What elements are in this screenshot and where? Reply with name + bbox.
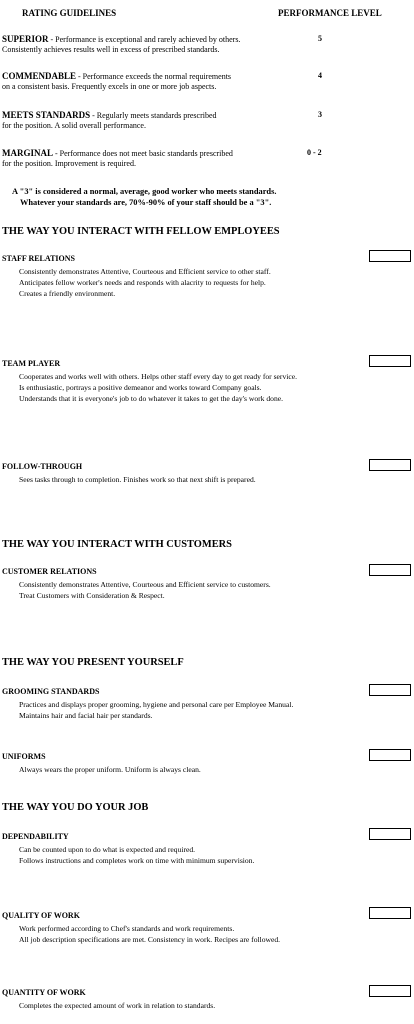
rating-superior	[2, 34, 240, 55]
rating-input-box[interactable]	[369, 250, 411, 262]
criterion-description: Sees tasks through to completion. Finishes work so that next shift is prepared.	[19, 475, 256, 484]
rating-input-box[interactable]	[369, 355, 411, 367]
section-heading: THE WAY YOU INTERACT WITH FELLOW EMPLOYEES	[2, 226, 280, 237]
rating-input-box[interactable]	[369, 564, 411, 576]
criterion-title: UNIFORMS	[2, 752, 46, 761]
rating-desc: - Performance does not meet basic standards prescribed	[53, 149, 233, 158]
rating-guidelines-heading: RATING GUIDELINES	[22, 8, 117, 18]
criterion-description: Cooperates and works well with others. Helps other staff every day to get ready for service. Is enthusiastic, portrays a positive demeanor and works toward Company goals. Understands that it is everyone's job to do whatever it takes to get the day's work done.	[19, 372, 297, 403]
performance-level-heading: PERFORMANCE LEVEL	[278, 8, 382, 18]
criterion-title: CUSTOMER RELATIONS	[2, 567, 97, 576]
rating-desc-2: Consistently achieves results well in excess of prescribed standards.	[2, 45, 220, 54]
rating-term: MARGINAL	[2, 148, 53, 158]
rating-term: SUPERIOR	[2, 34, 49, 44]
note-line-2: Whatever your standards are, 70%-90% of your staff should be a "3".	[20, 198, 272, 207]
rating-level: 0 - 2	[307, 148, 322, 157]
criterion-description: Work performed according to Chef's standards and work requirements. All job description specifications are met. Consistency in work. Recipes are followed.	[19, 924, 281, 944]
rating-term: MEETS STANDARDS	[2, 110, 91, 120]
rating-meets-standards	[2, 110, 217, 131]
rating-input-box[interactable]	[369, 684, 411, 696]
criterion-description: Always wears the proper uniform. Uniform is always clean.	[19, 765, 201, 774]
rating-level: 5	[318, 34, 322, 43]
rating-desc: - Performance exceeds the normal requirements	[76, 72, 232, 81]
criterion-title: TEAM PLAYER	[2, 359, 61, 368]
rating-input-box[interactable]	[369, 985, 411, 997]
rating-note	[12, 186, 276, 208]
rating-commendable	[2, 71, 231, 92]
criterion-description: Completes the expected amount of work in relation to standards.	[19, 1001, 216, 1010]
rating-desc-2: for the position. A solid overall performance.	[2, 121, 146, 130]
criterion-description: Consistently demonstrates Attentive, Courteous and Efficient service to customers. Treat Customers with Consideration & Respect.	[19, 580, 271, 600]
rating-term: COMMENDABLE	[2, 71, 76, 81]
criterion-description: Consistently demonstrates Attentive, Courteous and Efficient service to other staff. Anticipates fellow worker's needs and responds with alacrity to requests for help. Creates a friendly environment.	[19, 267, 271, 298]
rating-input-box[interactable]	[369, 828, 411, 840]
rating-desc-2: on a consistent basis. Frequently excels in one or more job aspects.	[2, 82, 217, 91]
rating-input-box[interactable]	[369, 459, 411, 471]
rating-desc-2: for the position. Improvement is required.	[2, 159, 136, 168]
rating-level: 4	[318, 71, 322, 80]
criterion-title: QUANTITY OF WORK	[2, 988, 86, 997]
rating-input-box[interactable]	[369, 907, 411, 919]
criterion-title: STAFF RELATIONS	[2, 254, 75, 263]
rating-marginal	[2, 148, 233, 169]
rating-desc: - Regularly meets standards prescribed	[90, 111, 217, 120]
criterion-title: DEPENDABILITY	[2, 832, 69, 841]
criterion-title: QUALITY OF WORK	[2, 911, 80, 920]
section-heading: THE WAY YOU INTERACT WITH CUSTOMERS	[2, 539, 232, 550]
criterion-title: GROOMING STANDARDS	[2, 687, 100, 696]
criterion-description: Practices and displays proper grooming, hygiene and personal care per Employee Manual. Maintains hair and facial hair per standards.	[19, 700, 294, 720]
rating-input-box[interactable]	[369, 749, 411, 761]
criterion-description: Can be counted upon to do what is expected and required. Follows instructions and completes work on time with minimum supervision.	[19, 845, 255, 865]
note-line-1: A "3" is considered a normal, average, good worker who meets standards.	[12, 187, 277, 196]
section-heading: THE WAY YOU DO YOUR JOB	[2, 802, 149, 813]
section-heading: THE WAY YOU PRESENT YOURSELF	[2, 657, 184, 668]
rating-level: 3	[318, 110, 322, 119]
rating-desc: - Performance is exceptional and rarely achieved by others.	[48, 35, 241, 44]
criterion-title: FOLLOW-THROUGH	[2, 462, 83, 471]
